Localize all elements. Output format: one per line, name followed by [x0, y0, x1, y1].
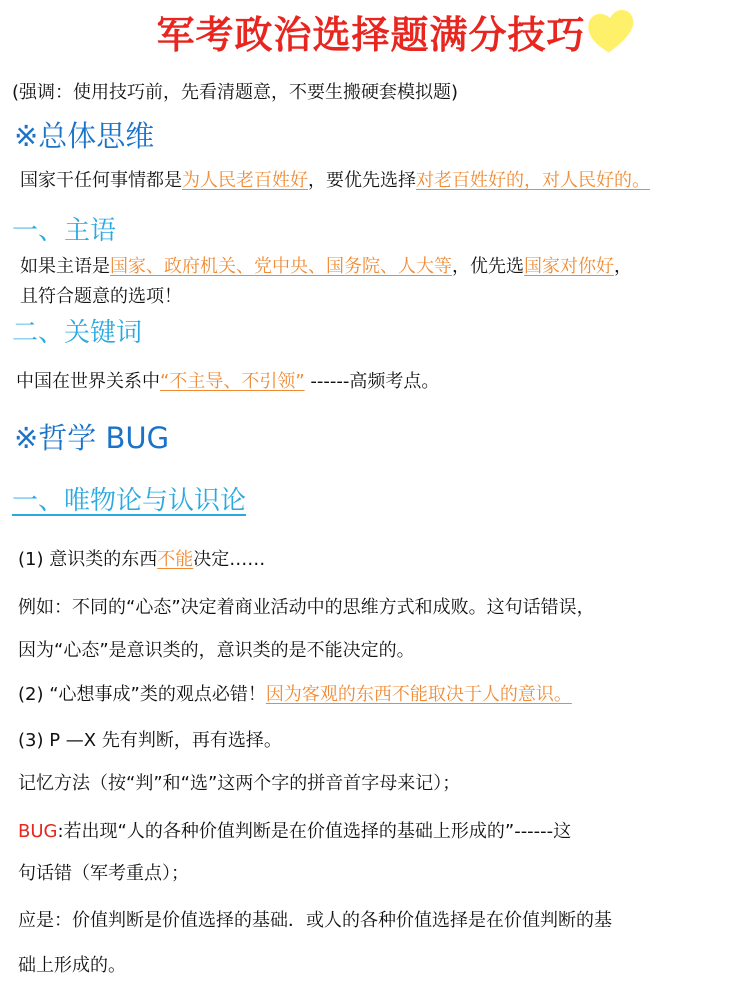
bug-line: [18, 817, 571, 843]
section-heading-subject: 一、主语: [12, 216, 117, 246]
point-1-text-b: 决定……: [193, 549, 266, 570]
philosophy-point-1: [18, 545, 265, 571]
section-heading-overall: ※总体思维: [14, 119, 155, 153]
bug-label: BUG: [18, 821, 58, 842]
subject-line-1: [20, 252, 632, 278]
overall-line: [20, 166, 650, 192]
bug-line-2: 句话错（军考重点）；: [18, 863, 189, 884]
philosophy-point-2: [18, 680, 572, 706]
subject-text-b: ，优先选: [452, 256, 524, 277]
philosophy-example: 例如：不同的“心态”决定着商业活动中的思维方式和成败。这句话错误，: [18, 597, 595, 618]
overall-text-a: 国家干任何事情都是: [20, 170, 182, 191]
philosophy-reason: 因为“心态”是意识类的，意识类的是不能决定的。: [18, 640, 415, 661]
correct-statement-1: 应是：价值判断是价值选择的基础．或人的各种价值选择是在价值判断的基: [18, 910, 612, 931]
subsection-heading-materialism: 一、唯物论与认识论: [12, 486, 247, 516]
correct-statement-2: 础上形成的。: [18, 955, 126, 976]
page-title: 军考政治选择题满分技巧: [156, 13, 586, 57]
memory-method: 记忆方法（按“判”和“选”这两个字的拼音首字母来记）；: [18, 773, 461, 794]
subject-line-2: 且符合题意的选项！: [20, 286, 182, 307]
point-2-highlight: 因为客观的东西不能取决于人的意识。: [265, 684, 572, 705]
subject-text-c: ，: [614, 256, 632, 277]
heart-icon: [584, 6, 654, 56]
emphasis-note: (强调：使用技巧前，先看清题意，不要生搬硬套模拟题): [12, 82, 459, 103]
subject-text-a: 如果主语是: [20, 256, 110, 277]
philosophy-point-3: (3) P —X 先有判断，再有选择。: [18, 730, 282, 751]
section-heading-keyword: 二、关键词: [12, 318, 143, 348]
keyword-text-b: ------高频考点。: [304, 371, 440, 392]
overall-highlight-1: 为人民老百姓好: [182, 170, 308, 191]
point-1-highlight: 不能: [157, 549, 194, 570]
bug-text: :若出现“人的各种价值判断是在价值选择的基础上形成的”------这: [57, 821, 572, 842]
keyword-text-a: 中国在世界关系中: [16, 371, 160, 392]
overall-text-b: ，要优先选择: [308, 170, 416, 191]
subject-highlight-1: 国家、政府机关、党中央、国务院、人大等: [110, 256, 452, 277]
point-1-text-a: (1) 意识类的东西: [18, 549, 158, 570]
keyword-line: [16, 367, 439, 393]
point-2-text: (2) “心想事成”类的观点必错！: [18, 684, 266, 705]
overall-highlight-2: 对老百姓好的，对人民好的。: [416, 170, 650, 191]
keyword-highlight: “不主导、不引领”: [160, 371, 305, 392]
subject-highlight-2: 国家对你好: [524, 256, 614, 277]
section-heading-philosophy: ※哲学 BUG: [14, 421, 170, 455]
